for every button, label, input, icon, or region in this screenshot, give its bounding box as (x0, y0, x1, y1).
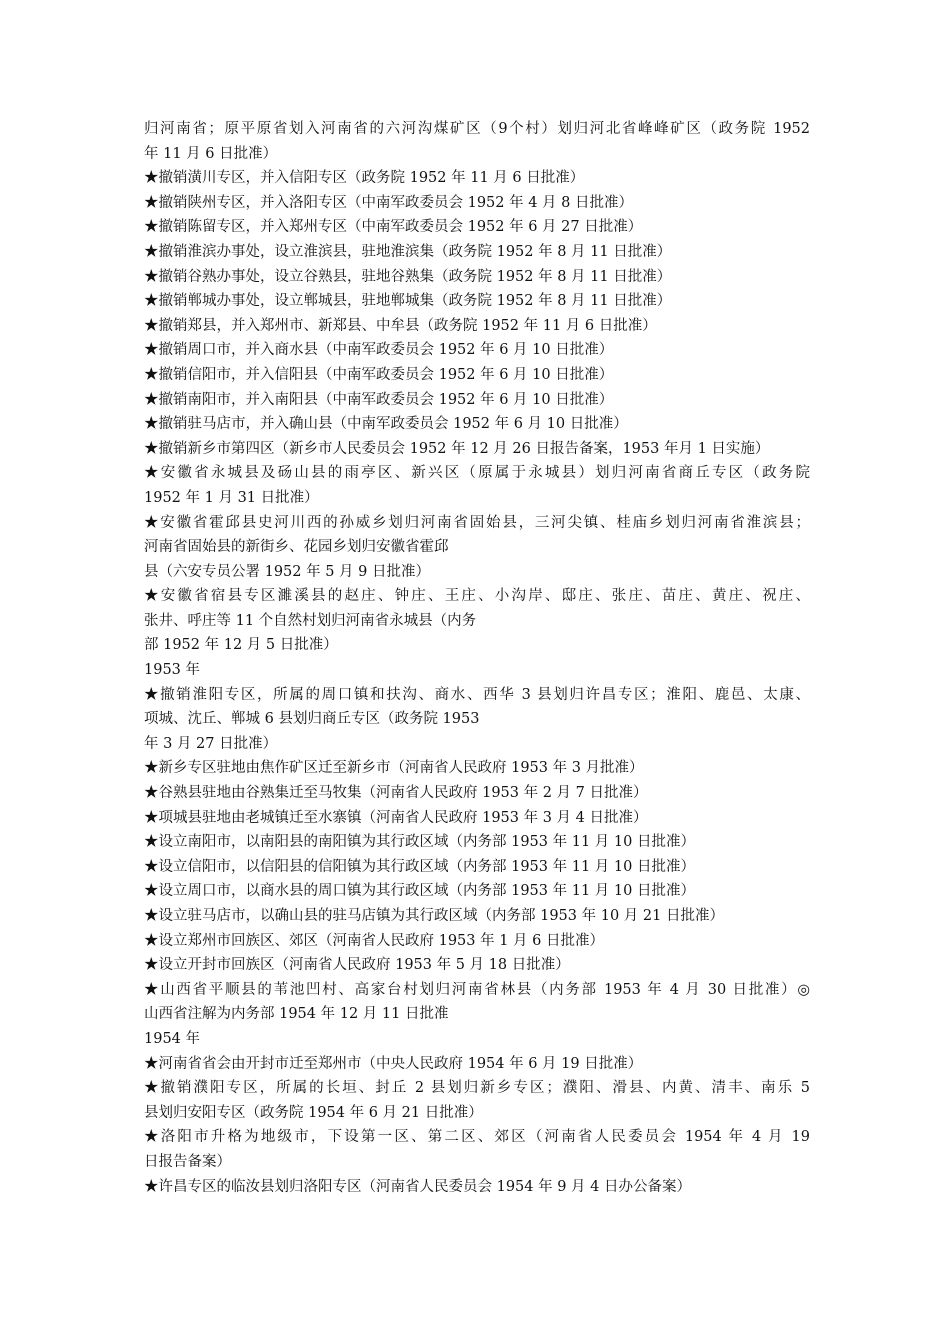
text-line: 年 11 月 6 日批准） (144, 145, 278, 162)
text-line: ★项城县驻地由老城镇迁至水寨镇（河南省人民政府 1953 年 3 月 4 日批准） (144, 809, 648, 826)
text-line: ★设立南阳市，以南阳县的南阳镇为其行政区域（内务部 1953 年 11 月 10 日批准） (144, 834, 695, 851)
text-line: ★撤销陕州专区，并入洛阳专区（中南军政委员会 1952 年 4 月 8 日批准） (144, 194, 634, 211)
text-line: ★撤销濮阳专区，所属的长垣、封丘 2 县划归新乡专区；濮阳、滑县、内黄、清丰、南乐 5 (144, 1080, 810, 1097)
text-line: 项城、沈丘、郸城 6 县划归商丘专区（政务院 1953 (144, 711, 480, 728)
text-line: ★撤销驻马店市，并入确山县（中南军政委员会 1952 年 6 月 10 日批准） (144, 416, 628, 433)
text-line: ★谷熟县驻地由谷熟集迁至马牧集（河南省人民政府 1953 年 2 月 7 日批准） (144, 785, 648, 802)
text-line: 山西省注解为内务部 1954 年 12 月 11 日批准 (144, 1006, 449, 1023)
text-line: ★撤销潢川专区，并入信阳专区（政务院 1952 年 11 月 6 日批准） (144, 170, 585, 187)
text-line: ★撤销谷熟办事处，设立谷熟县，驻地谷熟集（政务院 1952 年 8 月 11 日批准） (144, 268, 672, 285)
text-line: ★洛阳市升格为地级市，下设第一区、第二区、郊区（河南省人民委员会 1954 年 4 月 19 (144, 1129, 810, 1146)
text-line: 1954 年 (144, 1030, 201, 1047)
text-line: ★设立郑州市回族区、郊区（河南省人民政府 1953 年 1 月 6 日批准） (144, 932, 605, 949)
text-line: ★撤销淮阳专区，所属的周口镇和扶沟、商水、西华 3 县划归许昌专区；淮阳、鹿邑、太康、 (144, 686, 810, 703)
text-line: 县（六安专员公署 1952 年 5 月 9 日批准） (144, 563, 431, 580)
text-line: ★撤销周口市，并入商水县（中南军政委员会 1952 年 6 月 10 日批准） (144, 342, 614, 359)
text-line: ★许昌专区的临汝县划归洛阳专区（河南省人民委员会 1954 年 9 月 4 日办公备案） (144, 1178, 692, 1195)
text-line: ★安徽省宿县专区濉溪县的赵庄、钟庄、王庄、小沟岸、邸庄、张庄、苗庄、黄庄、祝庄、 (144, 588, 810, 605)
text-line: ★设立周口市，以商水县的周口镇为其行政区域（内务部 1953 年 11 月 10 日批准） (144, 883, 695, 900)
text-line: 日报告备案） (144, 1153, 231, 1170)
text-line: ★撤销信阳市，并入信阳县（中南军政委员会 1952 年 6 月 10 日批准） (144, 366, 614, 383)
text-line: ★设立信阳市，以信阳县的信阳镇为其行政区域（内务部 1953 年 11 月 10 日批准） (144, 858, 695, 875)
text-line: ★撤销南阳市，并入南阳县（中南军政委员会 1952 年 6 月 10 日批准） (144, 391, 614, 408)
document-body (144, 117, 810, 1199)
text-line: ★山西省平顺县的苇池凹村、高家台村划归河南省林县（内务部 1953 年 4 月 30 日批准）◎ (144, 981, 810, 998)
text-line: 1952 年 1 月 31 日批准） (144, 489, 319, 506)
text-line: 县划归安阳专区（政务院 1954 年 6 月 21 日批准） (144, 1104, 483, 1121)
text-line: ★安徽省永城县及砀山县的雨亭区、新兴区（原属于永城县）划归河南省商丘专区（政务院 (144, 465, 810, 482)
text-line: ★新乡专区驻地由焦作矿区迁至新乡市（河南省人民政府 1953 年 3 月批准） (144, 760, 644, 777)
text-line: ★设立驻马店市，以确山县的驻马店镇为其行政区域（内务部 1953 年 10 月 21 日批准） (144, 908, 724, 924)
text-line: ★撤销郸城办事处，设立郸城县，驻地郸城集（政务院 1952 年 8 月 11 日批准） (144, 293, 672, 310)
text-line: 部 1952 年 12 月 5 日批准） (144, 637, 338, 654)
text-line: ★河南省省会由开封市迁至郑州市（中央人民政府 1954 年 6 月 19 日批准） (144, 1055, 643, 1072)
text-line: ★撤销郑县，并入郑州市、新郑县、中牟县（政务院 1952 年 11 月 6 日批准） (144, 317, 657, 334)
text-line: ★安徽省霍邱县史河川西的孙威乡划归河南省固始县，三河尖镇、桂庙乡划归河南省淮滨县； (144, 514, 810, 531)
text-line: 归河南省；原平原省划入河南省的六河沟煤矿区（9个村）划归河北省峰峰矿区（政务院 1952 (144, 121, 810, 137)
text-line: ★设立开封市回族区（河南省人民政府 1953 年 5 月 18 日批准） (144, 957, 570, 974)
text-line: 张井、呼庄等 11 个自然村划归河南省永城县（内务 (144, 612, 477, 629)
text-line: ★撤销新乡市第四区（新乡市人民委员会 1952 年 12 月 26 日报告备案，1953 年月 1 日实施） (144, 440, 770, 457)
text-line: 河南省固始县的新街乡、花园乡划归安徽省霍邱 (144, 539, 449, 556)
text-line: ★撤销陈留专区，并入郑州专区（中南军政委员会 1952 年 6 月 27 日批准） (144, 219, 643, 236)
text-line: ★撤销淮滨办事处，设立淮滨县，驻地淮滨集（政务院 1952 年 8 月 11 日批准） (144, 243, 672, 260)
text-line: 年 3 月 27 日批准） (144, 735, 278, 752)
text-line: 1953 年 (144, 662, 201, 679)
